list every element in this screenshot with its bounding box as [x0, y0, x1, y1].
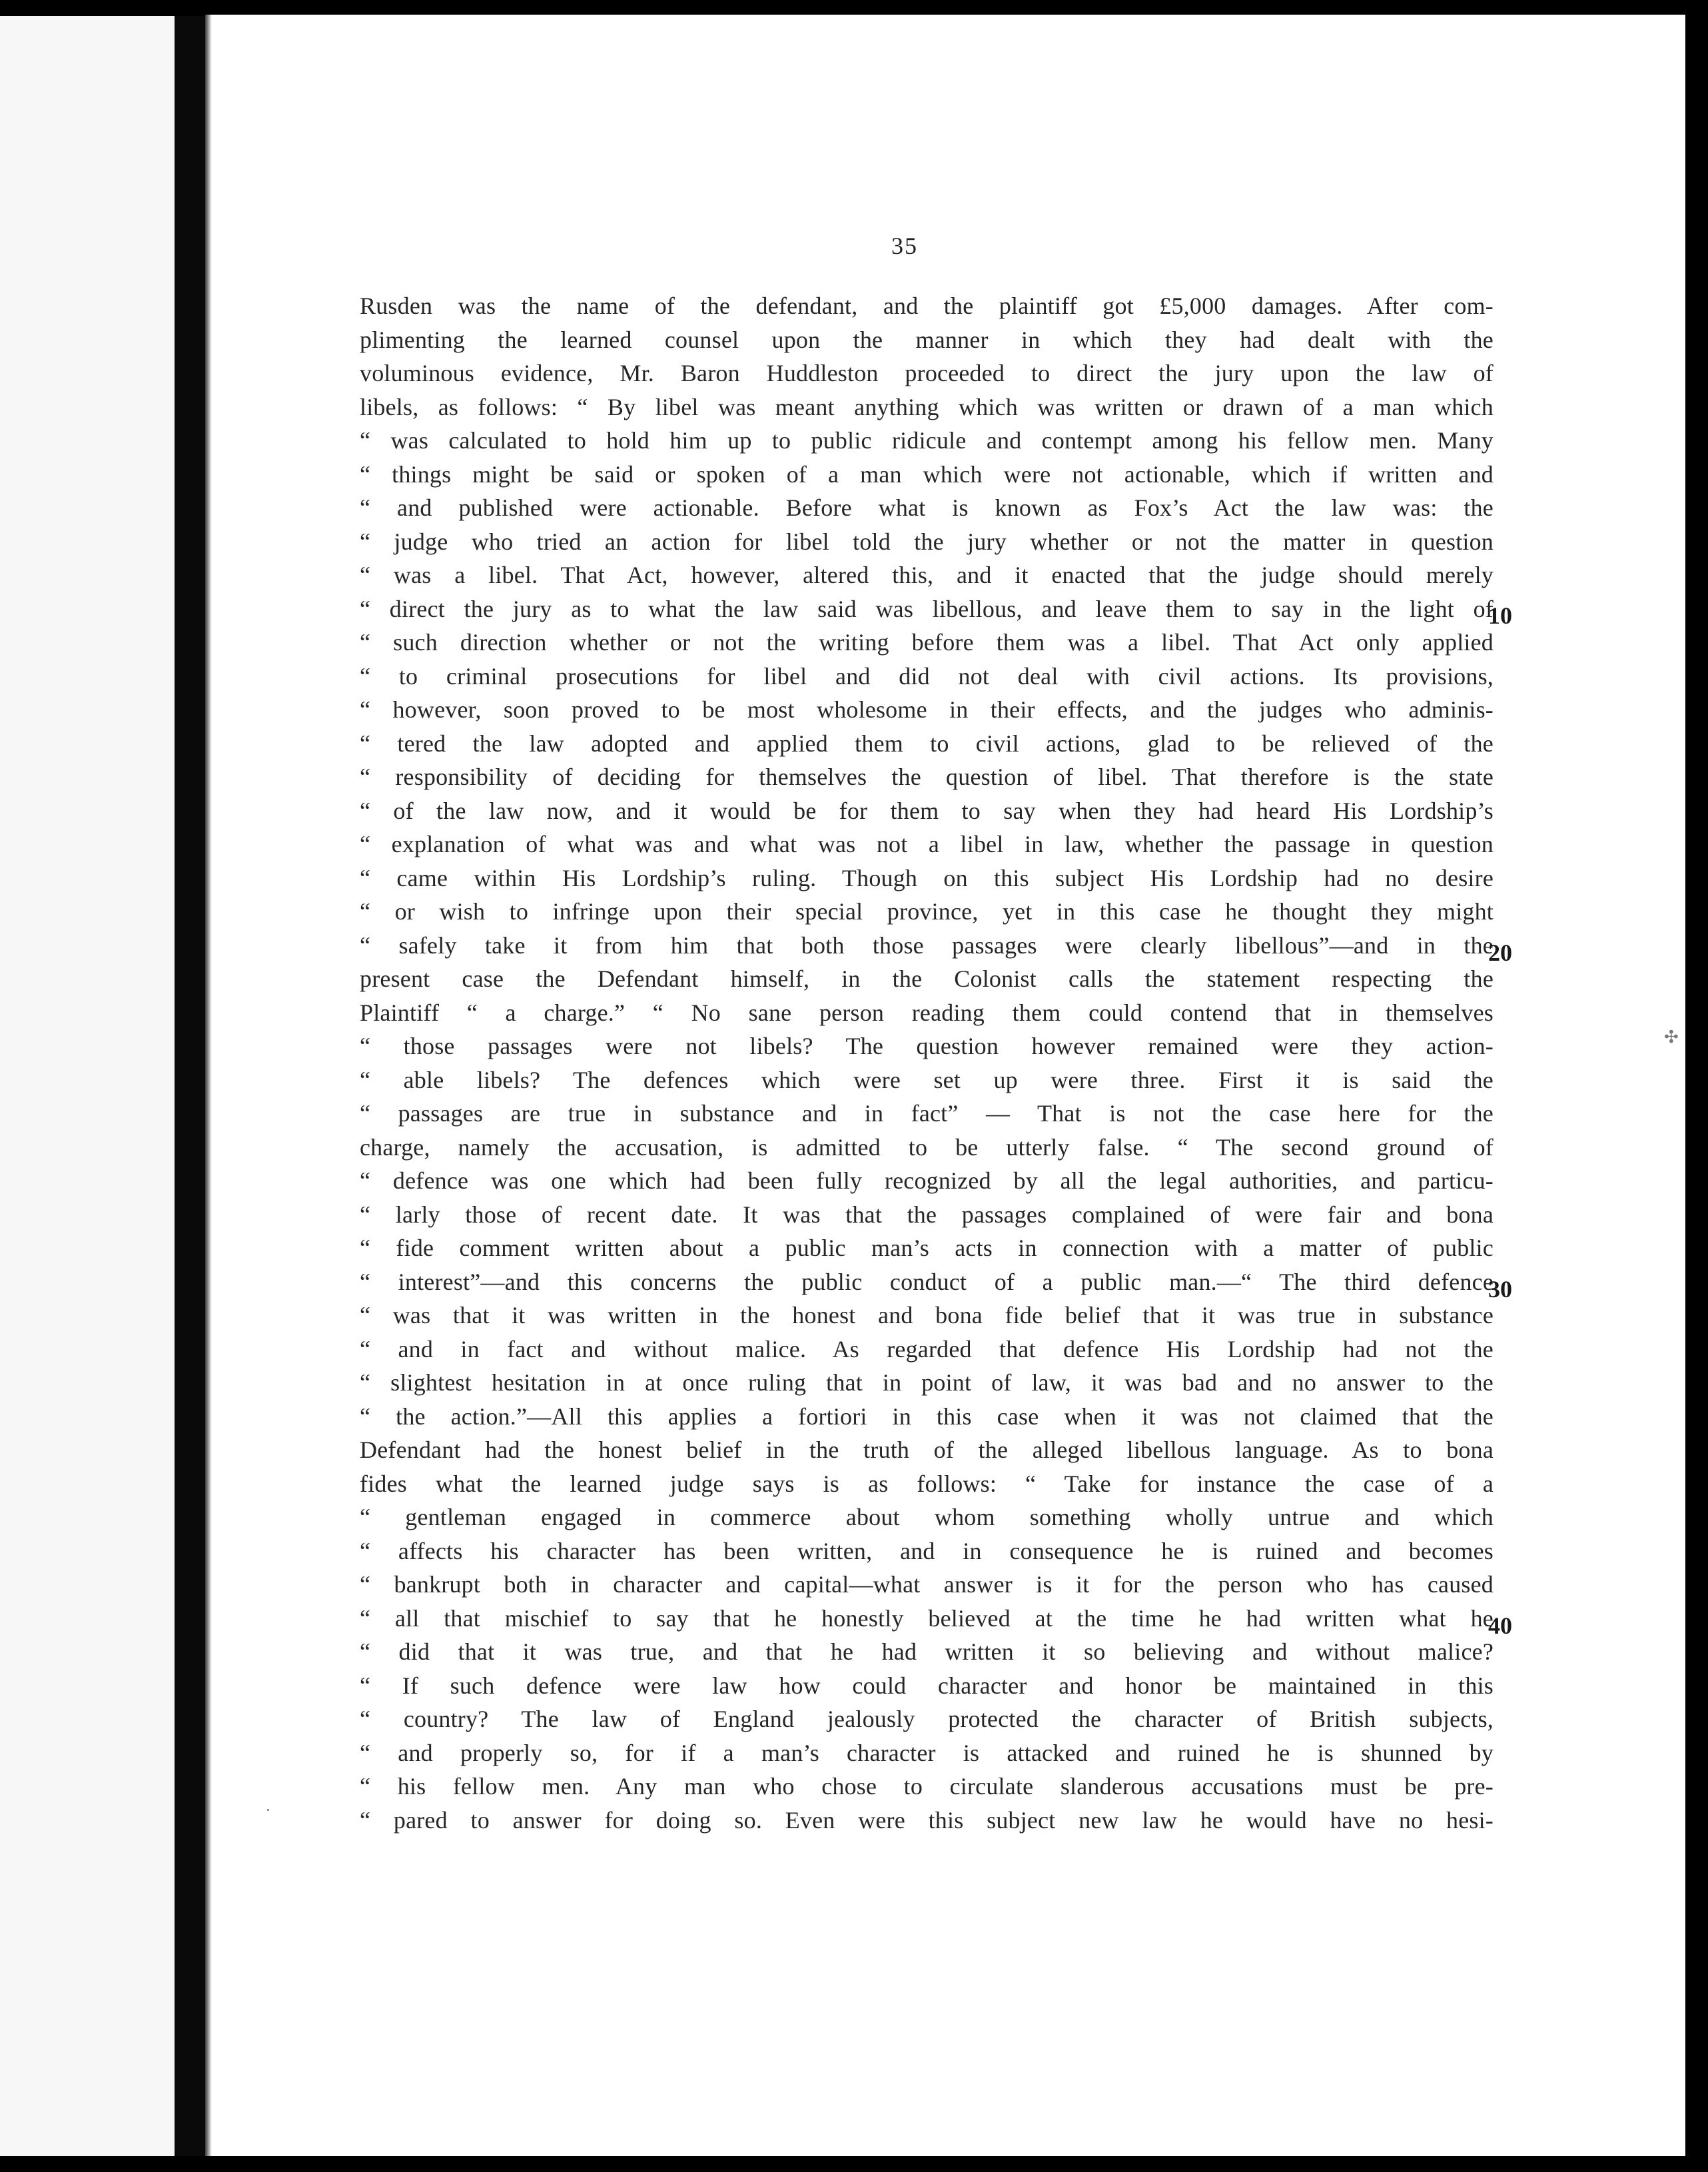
text-line: “ those passages were not libels? The question however remained were they action-	[360, 1033, 1494, 1059]
text-line: “ and published were actionable. Before what is known as Fox’s Act the law was: the	[360, 494, 1494, 521]
text-line: “ If such defence were law how could character and honor be maintained in this	[360, 1672, 1494, 1699]
book-gutter	[175, 16, 205, 2156]
text-line: “ larly those of recent date. It was that the passages complained of were fair and bona	[360, 1201, 1494, 1228]
text-line: “ able libels? The defences which were set up were three. First it is said the	[360, 1066, 1494, 1093]
text-line: “ safely take it from him that both those passages were clearly libellous”—and in the	[360, 931, 1494, 959]
text-line: “ responsibility of deciding for themselves the question of libel. That therefore is the state	[360, 764, 1494, 790]
text-line: “ explanation of what was and what was not a libel in law, whether the passage in question	[360, 831, 1494, 857]
line-number-40: 40	[1488, 1612, 1512, 1639]
text-line: “ or wish to infringe upon their special province, yet in this case he thought they might	[360, 898, 1494, 925]
text-line: “ country? The law of England jealously protected the character of British subjects,	[360, 1706, 1494, 1732]
text-line: “ and properly so, for if a man’s character is attacked and ruined he is shunned by	[360, 1739, 1494, 1766]
text-line: “ was calculated to hold him up to public ridicule and contempt among his fellow men. Many	[360, 427, 1494, 454]
text-line: plimenting the learned counsel upon the manner in which they had dealt with the	[360, 326, 1494, 353]
page-edge-shadow	[205, 15, 212, 2156]
text-line: “ slightest hesitation in at once ruling that in point of law, it was bad and no answer to the	[360, 1369, 1494, 1396]
text-line: “ passages are true in substance and in fact” — That is not the case here for the	[360, 1100, 1494, 1127]
text-line: voluminous evidence, Mr. Baron Huddleston proceeded to direct the jury upon the law of	[360, 360, 1494, 386]
text-line: “ interest”—and this concerns the public conduct of a public man.—“ The third defence	[360, 1268, 1494, 1295]
line-number-10: 10	[1488, 602, 1512, 629]
text-line: “ all that mischief to say that he honestly believed at the time he had written what he	[360, 1604, 1494, 1632]
line-number-20: 20	[1488, 939, 1512, 966]
book-page	[205, 15, 1685, 2156]
text-line: “ however, soon proved to be most wholesome in their effects, and the judges who adminis-	[360, 696, 1494, 723]
text-line: “ judge who tried an action for libel told the jury whether or not the matter in question	[360, 528, 1494, 555]
text-line: “ things might be said or spoken of a man which were not actionable, which if written and	[360, 460, 1494, 488]
text-line: “ the action.”—All this applies a fortiori in this case when it was not claimed that the	[360, 1402, 1494, 1430]
text-line: fides what the learned judge says is as follows: “ Take for instance the case of a	[360, 1470, 1494, 1497]
text-line: “ direct the jury as to what the law said was libellous, and leave them to say in the light of	[360, 595, 1494, 622]
text-line: “ did that it was true, and that he had written it so believing and without malice?	[360, 1638, 1494, 1665]
facing-page	[0, 16, 175, 2156]
text-line: Defendant had the honest belief in the truth of the alleged libellous language. As to bona	[360, 1436, 1494, 1463]
text-line: “ was that it was written in the honest and bona fide belief that it was true in substance	[360, 1302, 1494, 1329]
body-text	[360, 289, 1494, 1837]
text-line: “ affects his character has been written, and in consequence he is ruined and becomes	[360, 1537, 1494, 1564]
page-number: 35	[891, 233, 918, 259]
text-line: libels, as follows: “ By libel was meant anything which was written or drawn of a man which	[360, 393, 1494, 420]
scan-dot: ·	[265, 1800, 271, 1820]
text-line: “ tered the law adopted and applied them to civil actions, glad to be relieved of the	[360, 730, 1494, 757]
text-line: present case the Defendant himself, in the Colonist calls the statement respecting the	[360, 965, 1494, 992]
text-line: “ pared to answer for doing so. Even were this subject new law he would have no hesi-	[360, 1806, 1494, 1834]
text-line: “ such direction whether or not the writing before them was a libel. That Act only applied	[360, 629, 1494, 656]
text-line: “ was a libel. That Act, however, altered this, and it enacted that the judge should merely	[360, 562, 1494, 588]
line-number-30: 30	[1488, 1276, 1512, 1303]
text-line: “ defence was one which had been fully recognized by all the legal authorities, and particu-	[360, 1167, 1494, 1194]
text-line: “ and in fact and without malice. As regarded that defence His Lordship had not the	[360, 1335, 1494, 1362]
text-line: “ came within His Lordship’s ruling. Though on this subject His Lordship had no desire	[360, 864, 1494, 891]
text-line: “ to criminal prosecutions for libel and did not deal with civil actions. Its provisions,	[360, 662, 1494, 690]
text-line: charge, namely the accusation, is admitted to be utterly false. “ The second ground of	[360, 1133, 1494, 1161]
text-line: “ gentleman engaged in commerce about whom something wholly untrue and which	[360, 1504, 1494, 1530]
text-line: “ fide comment written about a public man’s acts in connection with a matter of public	[360, 1235, 1494, 1261]
text-line: “ of the law now, and it would be for them to say when they had heard His Lordship’s	[360, 797, 1494, 824]
text-line: “ his fellow men. Any man who chose to circulate slanderous accusations must be pre-	[360, 1773, 1494, 1800]
text-line: Rusden was the name of the defendant, and the plaintiff got £5,000 damages. After com-	[360, 292, 1494, 319]
text-line: Plaintiff “ a charge.” “ No sane person reading them could contend that in themselves	[360, 999, 1494, 1026]
text-line: “ bankrupt both in character and capital—what answer is it for the person who has caused	[360, 1571, 1494, 1598]
scan-speck: ✣	[1664, 1027, 1679, 1047]
